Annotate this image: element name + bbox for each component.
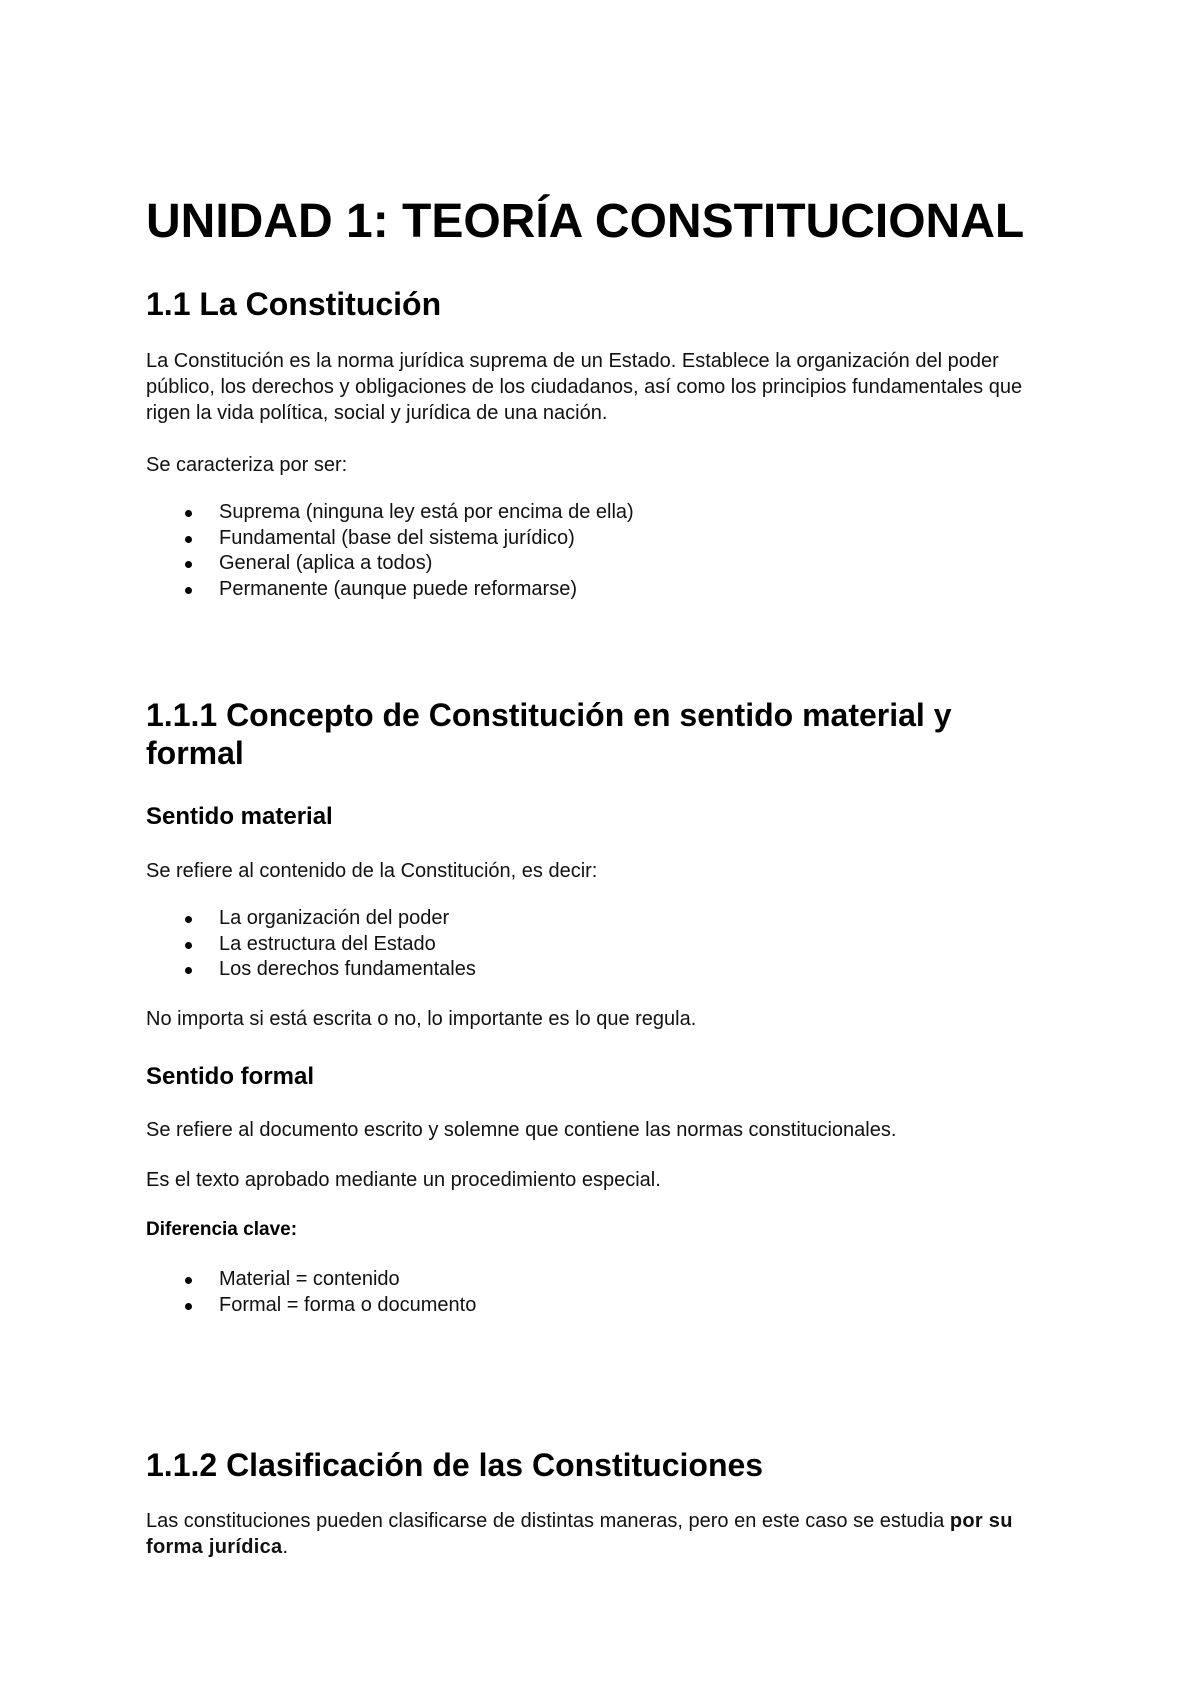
section-heading-1-1-1: 1.1.1 Concepto de Constitución en sentido material y formal [146, 697, 952, 771]
formal-paragraph-1: Se refiere al documento escrito y solemne que contiene las normas constitucionales. [146, 1119, 897, 1141]
bullet-icon [185, 942, 192, 949]
section-heading-1-1: 1.1 La Constitución [146, 286, 442, 322]
bullet-icon [185, 561, 192, 568]
characteristics-list [146, 500, 634, 602]
document-title: UNIDAD 1: TEORÍA CONSTITUCIONAL [146, 195, 1025, 248]
list-item: General (aplica a todos) [146, 551, 634, 577]
formal-paragraph-2: Es el texto aprobado mediante un procedimiento especial. [146, 1169, 661, 1191]
list-item: La organización del poder [146, 906, 476, 932]
bullet-icon [185, 536, 192, 543]
bullet-icon [185, 1277, 192, 1284]
bullet-icon [185, 1303, 192, 1310]
material-list [146, 906, 476, 983]
material-heading: Sentido material [146, 803, 333, 830]
characteristics-intro: Se caracteriza por ser: [146, 454, 348, 476]
bullet-icon [185, 587, 192, 594]
list-item: Los derechos fundamentales [146, 957, 476, 983]
section-1-1-2-paragraph: Las constituciones pueden clasificarse de distintas maneras, pero en este caso se estudia por su forma jurídica. [146, 1510, 1013, 1558]
bold-phrase: por su forma jurídica [146, 1510, 1013, 1558]
bullet-icon [185, 916, 192, 923]
list-item: Suprema (ninguna ley está por encima de ella) [146, 500, 634, 526]
list-item: Formal = forma o documento [146, 1293, 476, 1319]
list-item: Permanente (aunque puede reformarse) [146, 577, 634, 603]
key-difference-list [146, 1267, 476, 1318]
key-difference-label: Diferencia clave: [146, 1219, 298, 1240]
bullet-icon [185, 967, 192, 974]
list-item: La estructura del Estado [146, 932, 476, 958]
material-note: No importa si está escrita o no, lo importante es lo que regula. [146, 1008, 697, 1030]
section-1-1-paragraph: La Constitución es la norma jurídica suprema de un Estado. Establece la organización del poder público, los derechos y obligaciones de los ciudadanos, así como los principios fundamentales que rigen la vida política, social y jurídica de una nación. [146, 350, 1023, 424]
list-item: Fundamental (base del sistema jurídico) [146, 526, 634, 552]
formal-heading: Sentido formal [146, 1063, 315, 1090]
section-heading-1-1-2: 1.1.2 Clasificación de las Constituciones [146, 1447, 764, 1483]
bullet-icon [185, 510, 192, 517]
material-intro: Se refiere al contenido de la Constitución, es decir: [146, 860, 598, 882]
list-item: Material = contenido [146, 1267, 476, 1293]
